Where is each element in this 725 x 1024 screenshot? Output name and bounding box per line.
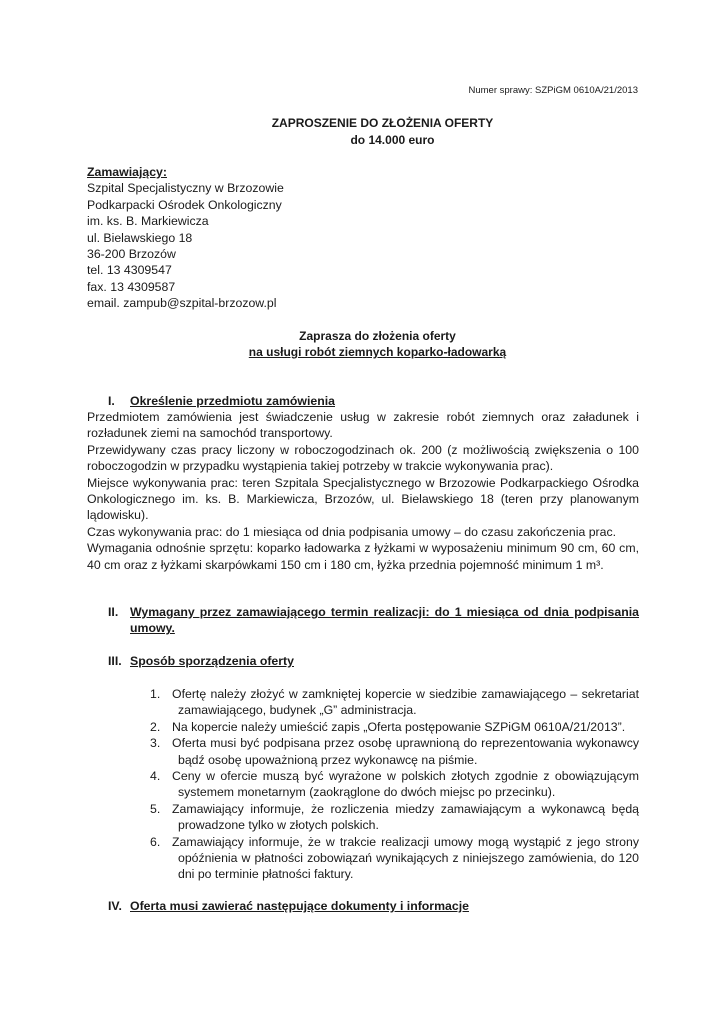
section-1-body <box>87 409 639 573</box>
ordering-party <box>87 164 639 312</box>
list-item-number: 4. <box>150 769 161 783</box>
section-title: Oferta musi zawierać następujące dokumenty i informacje <box>130 899 469 913</box>
list-item-text: Zamawiający informuje, że rozliczenia miedzy zamawiającym a wykonawcą będą <box>172 801 639 816</box>
list-item-text: Ceny w ofercie muszą być wyrażone w polskich złotych zgodnie z obowiązującym <box>172 769 639 783</box>
paragraph: Wymagania odnośnie sprzętu: koparko ładowarka z łyżkami w wyposażeniu minimum 90 cm, 60 cm, 40 cm oraz z łyżkami skarpówkami 150 cm i 180 cm, łyżka przednia pojemność minimum 1 m³. <box>87 541 639 572</box>
ordering-party-line: Szpital Specjalistyczny w Brzozowie <box>87 181 284 196</box>
ordering-party-fax: fax. 13 4309587 <box>87 279 176 294</box>
list-item-number: 3. <box>150 736 161 751</box>
section-number: IV. <box>108 899 122 913</box>
list-item-number: 2. <box>150 719 161 734</box>
paragraph: Przewidywany czas pracy liczony w roboczogodzinach ok. 200 (z możliwością zwiększenia o 100 roboczogodzin w przypadku wystąpienia takiej potrzeby w trakcie wykonywania prac). <box>87 442 639 474</box>
paragraph: Miejsce wykonywania prac: teren Szpitala Specjalistycznego w Brzozowie Podkarpackiego Ośrodka Onkologicznego im. ks. B. Markiewicza, Brzozów, ul. Bielawskiego 18 (teren przy planowanym lądowisku). <box>87 475 639 523</box>
document-title: ZAPROSZENIE DO ZŁOŻENIA OFERTY <box>271 116 494 130</box>
list-item-text-continued: opóźnienia w płatności zobowiązań wynikających z niniejszego zamówienia, do 120 <box>178 851 639 865</box>
list-item-number: 1. <box>150 687 161 701</box>
ordering-party-line: ul. Bielawskiego 18 <box>87 230 193 245</box>
list-item-number: 5. <box>150 801 161 816</box>
document-subtitle: do 14.000 euro <box>350 133 435 147</box>
list-item-text-continued: prowadzone tylko w złotych polskich. <box>178 818 379 833</box>
section-number: III. <box>108 654 122 668</box>
ordering-party-line: 36-200 Brzozów <box>87 247 176 262</box>
list-item-text-continued: dni po terminie płatności faktury. <box>178 867 354 882</box>
ordering-party-email: email. zampub@szpital-brzozow.pl <box>87 296 277 311</box>
section-title: Określenie przedmiotu zamówienia <box>130 394 336 408</box>
list-item-text-continued: systemem monetarnym (zaokrąglone do dwóch miejsc po przecinku). <box>178 785 556 800</box>
list-item-text: Ofertę należy złożyć w zamkniętej kopercie w siedzibie zamawiającego – sekretariat <box>172 687 639 701</box>
list-item-text-continued: bądź osobę upoważnioną przez wykonawcę na piśmie. <box>178 752 478 767</box>
list-item-text: Oferta musi być podpisana przez osobę uprawnioną do reprezentowania wykonawcy <box>172 736 639 751</box>
list-item-text: Na kopercie należy umieścić zapis „Oferta postępowanie SZPiGM 0610A/21/2013”. <box>172 719 626 734</box>
section-number: I. <box>108 394 115 408</box>
list-item-text: Zamawiający informuje, że w trakcie realizacji umowy mogą wystąpić z jego strony <box>172 834 639 849</box>
case-number: Numer sprawy: SZPiGM 0610A/21/2013 <box>468 85 638 96</box>
ordering-party-line: Podkarpacki Ośrodek Onkologiczny <box>87 197 282 212</box>
ordering-party-label: Zamawiający: <box>87 165 167 179</box>
section-number: II. <box>108 605 119 619</box>
invitation-heading: Zaprasza do złożenia oferty <box>299 329 456 343</box>
section-title: Wymagany przez zamawiającego termin realizacji: do 1 miesiąca od dnia podpisania <box>130 605 639 619</box>
ordering-party-phone: tel. 13 4309547 <box>87 263 172 278</box>
section-title-continued: umowy. <box>130 621 175 636</box>
list-item-number: 6. <box>150 834 161 849</box>
invitation-subject: na usługi robót ziemnych koparko-ładowarką <box>248 345 507 359</box>
paragraph: Czas wykonywania prac: do 1 miesiąca od dnia podpisania umowy – do czasu zakończenia prac. <box>87 524 617 539</box>
section-title: Sposób sporządzenia oferty <box>130 654 294 668</box>
ordering-party-line: im. ks. B. Markiewicza <box>87 214 209 229</box>
paragraph: Przedmiotem zamówienia jest świadczenie usług w zakresie robót ziemnych oraz załadunek i rozładunek ziemi na samochód transportowy. <box>87 410 639 441</box>
list-item-text-continued: zamawiającego, budynek „G” administracja. <box>178 703 417 718</box>
